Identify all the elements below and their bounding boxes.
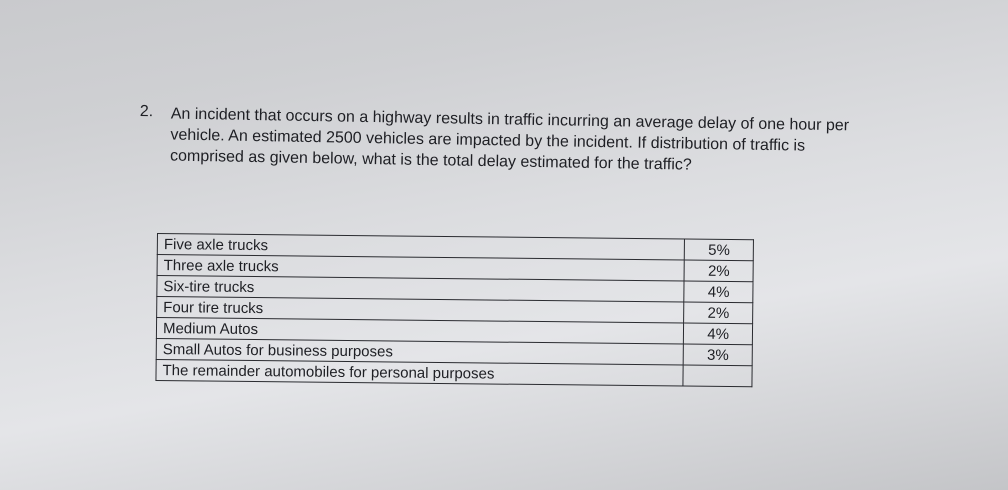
vehicle-category-cell: The remainder automobiles for personal purposes (156, 359, 684, 386)
question-block (139, 103, 900, 174)
percent-cell: 2% (684, 260, 753, 282)
vehicle-category-cell: Three axle trucks (157, 255, 685, 282)
percent-cell: 2% (684, 302, 753, 324)
vehicle-category-cell: Four tire trucks (157, 297, 685, 324)
vehicle-category-cell: Six-tire trucks (157, 276, 685, 303)
vehicle-category-cell: Medium Autos (156, 318, 684, 345)
vehicle-category-cell: Five axle trucks (157, 234, 685, 261)
percent-cell (683, 365, 752, 387)
percent-cell: 4% (684, 281, 753, 303)
question-text (170, 104, 886, 179)
traffic-distribution-table (155, 233, 754, 387)
percent-cell: 3% (684, 344, 753, 366)
question-line: vehicle. An estimated 2500 vehicles are impacted by the incident. If distribution of traffic is (170, 126, 806, 155)
question-line: An incident that occurs on a highway results in traffic incurring an average delay of one hour per (170, 105, 850, 135)
percent-cell: 5% (685, 239, 754, 261)
percent-cell: 4% (684, 323, 753, 345)
question-number: 2. (139, 103, 154, 121)
vehicle-category-cell: Small Autos for business purposes (156, 338, 684, 365)
question-line: comprised as given below, what is the total delay estimated for the traffic? (169, 147, 692, 174)
